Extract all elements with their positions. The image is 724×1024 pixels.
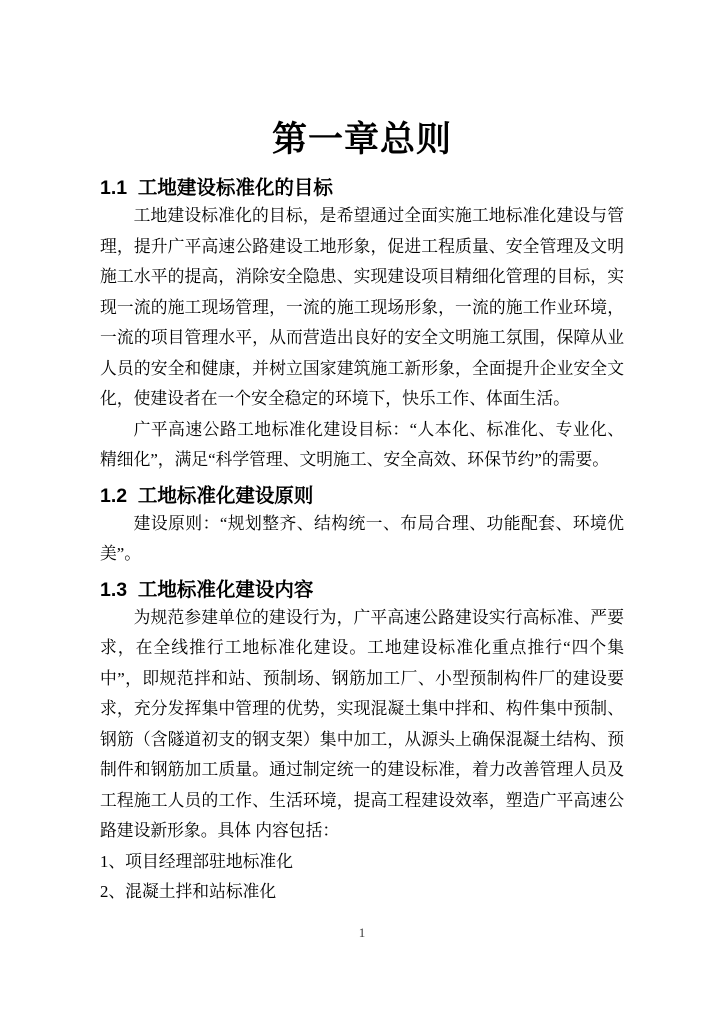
body-paragraph: 广平高速公路工地标准化建设目标：“人本化、标准化、专业化、精细化”，满足“科学管理、文明施工、安全高效、环保节约”的需要。 (100, 419, 624, 469)
section-heading-text: 工地标准化建设内容 (137, 578, 314, 601)
section-heading-1-2 (100, 484, 624, 509)
body-paragraph: 工地建设标准化的目标，是希望通过全面实施工地标准化建设与管理，提升广平高速公路建设工地形象，促进工程质量、安全管理及文明施工水平的提高，消除安全隐患、实现建设项目精细化管理的目标，实现一流的施工现场管理，一流的施工现场形象，一流的施工作业环境，一流的项目管理水平，从而营造出良好的安全文明施工氛围，保障从业人员的安全和健康，并树立国家建筑施工新形象，全面提升企业安全文化，使建设者在一个安全稳定的环境下，快乐工作、体面生活。 (100, 206, 624, 408)
section-number: 1.2 (100, 484, 128, 507)
list-item: 1、项目经理部驻地标准化 (100, 851, 293, 871)
section-heading-text: 工地建设标准化的目标 (137, 177, 333, 199)
section-heading-1-1 (100, 176, 624, 201)
section-heading-1-3 (100, 578, 624, 603)
chapter-title: 第一章总则 (271, 120, 452, 159)
body-paragraph: 为规范参建单位的建设行为，广平高速公路建设实行高标准、严要求，在全线推行工地标准化建设。工地建设标准化重点推行“四个集中”，即规范拌和站、预制场、钢筋加工厂、小型预制构件厂的建设要求，充分发挥集中管理的优势，实现混凝土集中拌和、构件集中预制、钢筋（含隧道初支的钢支架）集中加工，从源头上确保混凝土结构、预制件和钢筋加工质量。通过制定统一的建设标准，着力改善管理人员及工程施工人员的工作、生活环境，提高工程建设效率，塑造广平高速公路建设新形象。具体 内容包括： (100, 607, 624, 840)
body-paragraph: 建设原则：“规划整齐、结构统一、布局合理、功能配套、环境优美”。 (100, 513, 624, 563)
section-number: 1.3 (100, 578, 128, 601)
list-item: 2、混凝土拌和站标准化 (100, 882, 277, 901)
page-number: 1 (358, 924, 366, 940)
section-number: 1.1 (100, 177, 128, 199)
section-heading-text: 工地标准化建设原则 (137, 484, 314, 507)
